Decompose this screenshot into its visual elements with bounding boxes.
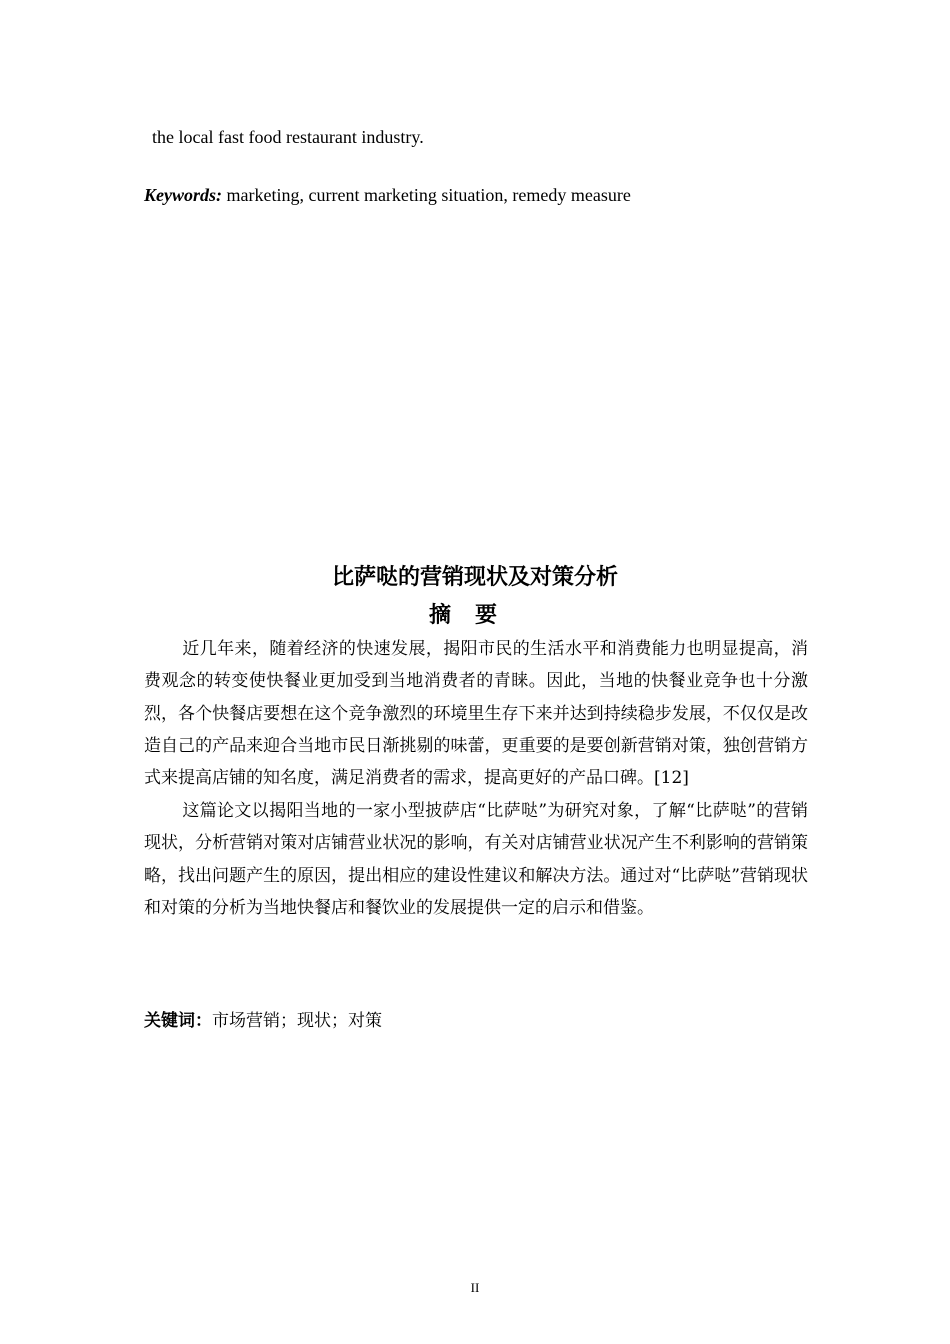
english-keywords [144,185,631,206]
chinese-keywords [144,1006,382,1031]
paragraph-1-text: 近几年来，随着经济的快速发展，揭阳市民的生活水平和消费能力也明显提高，消费观念的转变使快餐业更加受到当地消费者的青睐。因此，当地的快餐业竞争也十分激烈，各个快餐店要想在这个竞争激烈的环境里生存下来并达到持续稳步发展，不仅仅是改造自己的产品来迎合当地市民日渐挑剔的味蕾，更重要的是要创新营销对策，独创营销方式来提高店铺的知名度，满足消费者的需求，提高更好的产品口碑。[12] [144,639,808,789]
chinese-keywords-text: 市场营销；现状；对策 [212,1011,382,1031]
chinese-keywords-label: 关键词： [144,1011,212,1031]
english-keywords-text: marketing, current marketing situation, remedy measure [222,185,631,205]
chinese-abstract-heading: 摘要 [428,603,521,628]
paragraph-2-text: 这篇论文以揭阳当地的一家小型披萨店“比萨哒”为研究对象，了解“比萨哒”的营销现状，分析营销对策对店铺营业状况的影响，有关对店铺营业状况产生不利影响的营销策略，找出问题产生的原因，提出相应的建设性建议和解决方法。通过对“比萨哒”营销现状和对策的分析为当地快餐店和餐饮业的发展提供一定的启示和借鉴。 [144,801,808,918]
chinese-abstract-paragraph-1 [144,633,808,794]
chinese-paper-title: 比萨哒的营销现状及对策分析 [331,565,618,590]
english-abstract-last-line: the local fast food restaurant industry. [152,127,424,147]
page-number: II [470,1280,480,1295]
chinese-abstract-paragraph-2 [144,795,808,924]
english-keywords-label: Keywords: [144,185,222,205]
